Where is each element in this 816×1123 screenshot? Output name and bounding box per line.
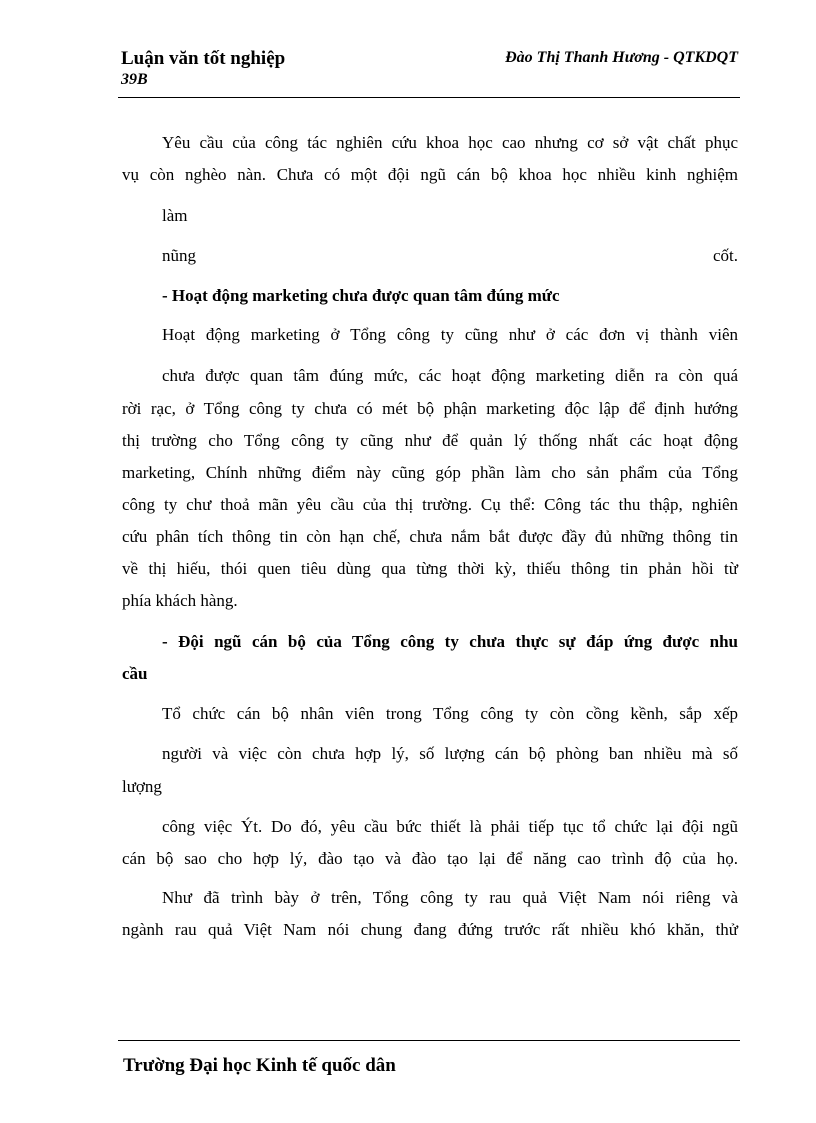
header-rule — [118, 97, 740, 98]
body-word: nũng — [162, 246, 196, 265]
body-line: về thị hiếu, thói quen tiêu dùng qua từng thời kỳ, thiếu thông tin phản hồi từ — [122, 559, 738, 578]
body-line: Như đã trình bày ở trên, Tổng công ty rau quả Việt Nam nói riêng và — [162, 888, 738, 907]
section-heading: - Hoạt động marketing chưa được quan tâm đúng mức — [162, 286, 560, 305]
body-word: cốt. — [712, 246, 738, 265]
body-line: cán bộ sao cho hợp lý, đào tạo và đào tạo lại để năng cao trình độ của họ. — [122, 849, 738, 868]
body-line: công việc Ýt. Do đó, yêu cầu bức thiết là phải tiếp tục tổ chức lại đội ngũ — [162, 817, 738, 836]
body-line: Tổ chức cán bộ nhân viên trong Tổng công ty còn cồng kềnh, sắp xếp — [162, 704, 738, 723]
footer-text: Trường Đại học Kinh tế quốc dân — [123, 1055, 396, 1076]
body-line: làm — [162, 206, 188, 225]
body-line: lượng — [122, 777, 162, 796]
section-heading-cont: cầu — [122, 664, 148, 683]
header-title-sub: 39B — [121, 71, 148, 88]
body-line — [162, 245, 738, 267]
header-title-main: Luận văn tốt nghiệp — [121, 48, 286, 69]
section-heading: - Đội ngũ cán bộ của Tổng công ty chưa thực sự đáp ứng được nhu — [162, 632, 738, 651]
body-line: ngành rau quả Việt Nam nói chung đang đứng trước rất nhiều khó khăn, thử — [122, 920, 738, 939]
body-line: người và việc còn chưa hợp lý, số lượng cán bộ phòng ban nhiều mà số — [162, 744, 738, 763]
body-line: Yêu cầu của công tác nghiên cứu khoa học cao nhưng cơ sở vật chất phục — [162, 133, 738, 152]
body-line: cứu phân tích thông tin còn hạn chế, chưa nắm bắt được đầy đủ những thông tin — [122, 527, 738, 546]
header-author: Đào Thị Thanh Hương - QTKDQT — [505, 49, 738, 66]
body-line: marketing, Chính những điểm này cũng góp phần làm cho sản phẩm của Tổng — [122, 463, 738, 482]
body-line: chưa được quan tâm đúng mức, các hoạt động marketing diễn ra còn quá — [162, 366, 738, 385]
body-line: Hoạt động marketing ở Tổng công ty cũng như ở các đơn vị thành viên — [162, 325, 738, 344]
body-line: phía khách hàng. — [122, 591, 238, 610]
footer-rule — [118, 1040, 740, 1041]
header-title — [121, 47, 285, 89]
body-line: công ty chư thoả mãn yêu cầu của thị trường. Cụ thể: Công tác thu thập, nghiên — [122, 495, 738, 514]
body-line: rời rạc, ở Tổng công ty chưa có mét bộ phận marketing độc lập để định hướng — [122, 399, 738, 418]
body-line: vụ còn nghèo nàn. Chưa có một đội ngũ cán bộ khoa học nhiều kinh nghiệm — [122, 165, 738, 184]
body-line: thị trường cho Tổng công ty cũng như để quản lý thống nhất các hoạt động — [122, 431, 738, 450]
